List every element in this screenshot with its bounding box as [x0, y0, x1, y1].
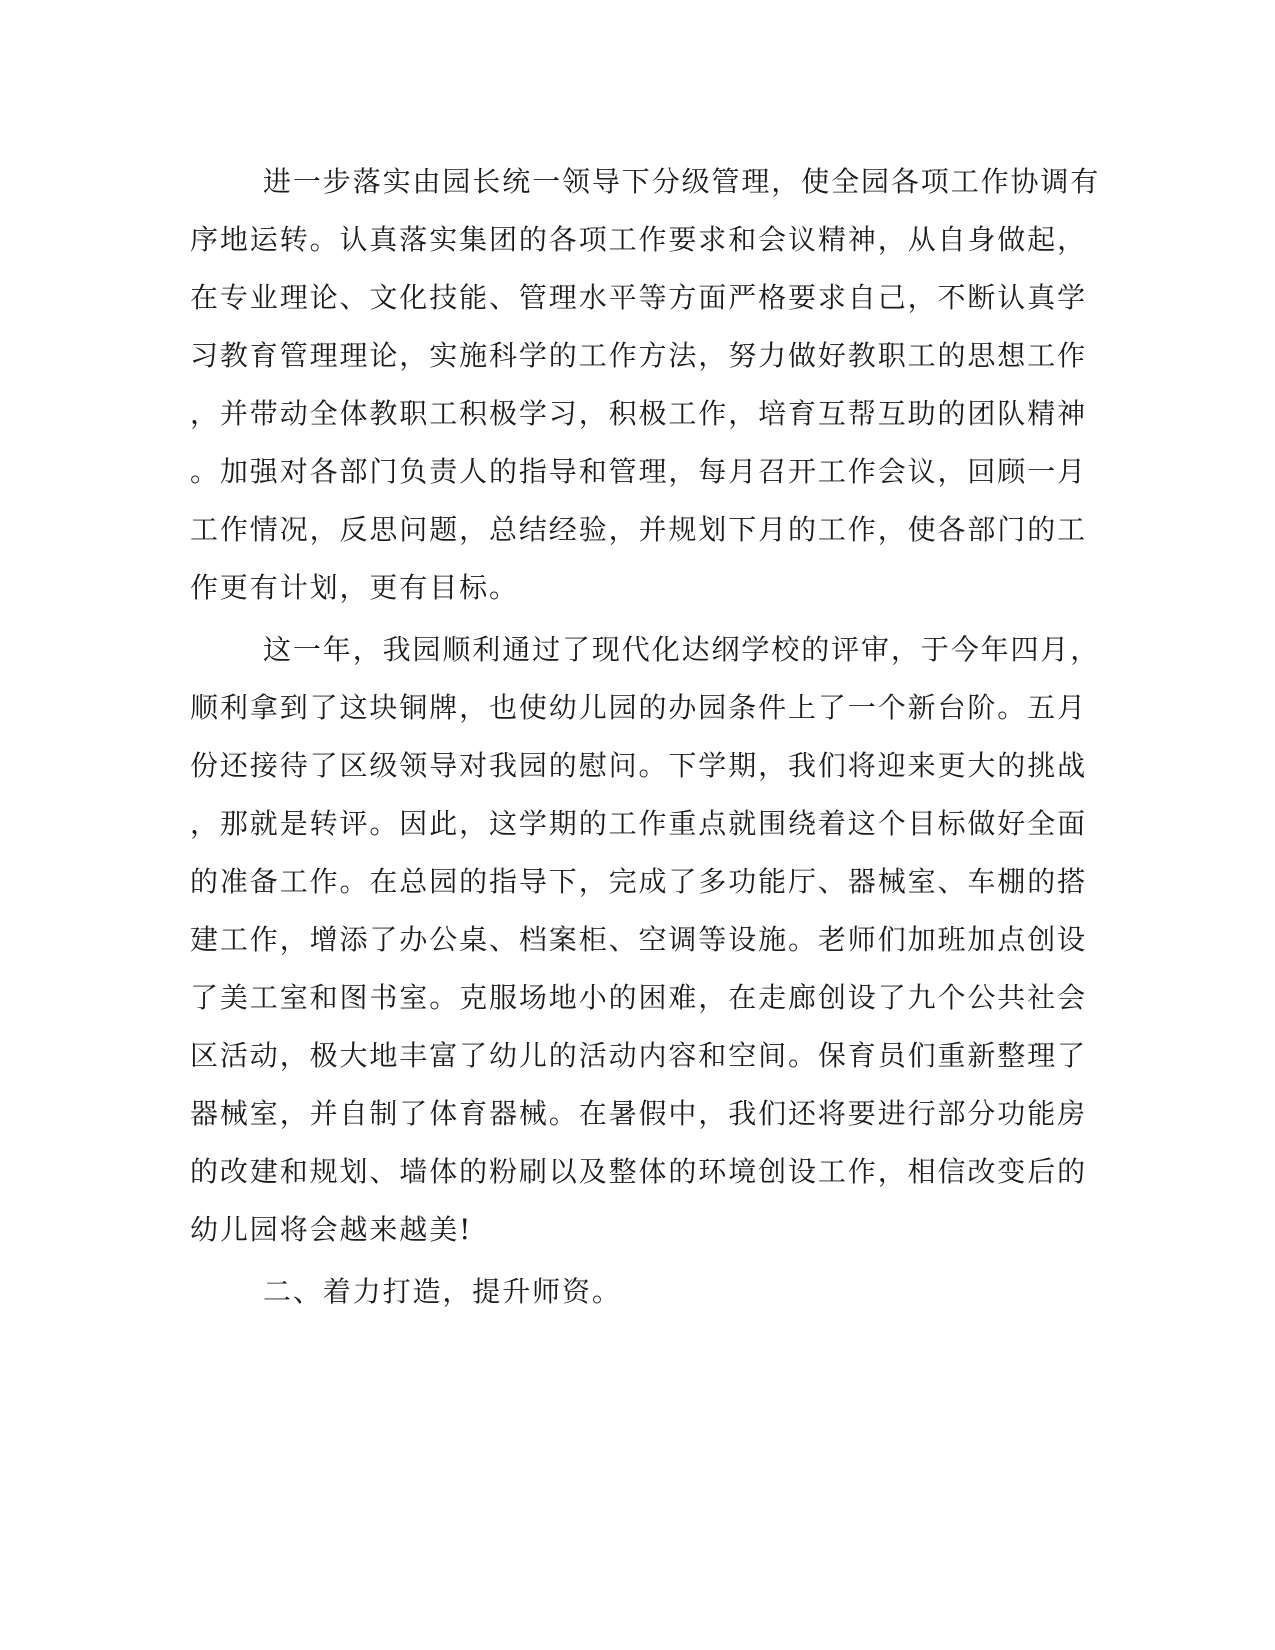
paragraph-2-line-2: 顺利拿到了这块铜牌，也使幼儿园的办园条件上了一个新台阶。五月 — [190, 691, 1088, 724]
section-heading: 二、着力打造，提升师资。 — [263, 1275, 622, 1308]
paragraph-2-line-3: 份还接待了区级领导对我园的慰问。下学期，我们将迎来更大的挑战 — [190, 749, 1088, 782]
paragraph-2-line-1: 这一年，我园顺利通过了现代化达纲学校的评审，于今年四月， — [263, 633, 1101, 666]
paragraph-2-line-9: 器械室，并自制了体育器械。在暑假中，我们还将要进行部分功能房 — [190, 1097, 1088, 1130]
paragraph-1-line-3: 在专业理论、文化技能、管理水平等方面严格要求自己，不断认真学 — [190, 281, 1088, 314]
paragraph-2-line-11: 幼儿园将会越来越美! — [190, 1213, 473, 1246]
paragraph-2-line-8: 区活动，极大地丰富了幼儿的活动内容和空间。保育员们重新整理了 — [190, 1039, 1088, 1072]
paragraph-2-line-5: 的准备工作。在总园的指导下，完成了多功能厅、器械室、车棚的搭 — [190, 865, 1088, 898]
paragraph-1-line-8: 作更有计划，更有目标。 — [190, 571, 519, 604]
paragraph-1-line-5: ，并带动全体教职工积极学习，积极工作，培育互帮互助的团队精神 — [190, 397, 1088, 430]
paragraph-2-line-6: 建工作，增添了办公桌、档案柜、空调等设施。老师们加班加点创设 — [190, 923, 1088, 956]
paragraph-2-line-10: 的改建和规划、墙体的粉刷以及整体的环境创设工作，相信改变后的 — [190, 1155, 1088, 1188]
paragraph-1-line-1: 进一步落实由园长统一领导下分级管理，使全园各项工作协调有 — [263, 165, 1101, 198]
paragraph-1-line-4: 习教育管理理论，实施科学的工作方法，努力做好教职工的思想工作 — [190, 339, 1088, 372]
paragraph-1-line-7: 工作情况，反思问题，总结经验，并规划下月的工作，使各部门的工 — [190, 513, 1088, 546]
paragraph-1-line-2: 序地运转。认真落实集团的各项工作要求和会议精神，从自身做起， — [190, 223, 1088, 256]
paragraph-2-line-4: ，那就是转评。因此，这学期的工作重点就围绕着这个目标做好全面 — [190, 807, 1088, 840]
paragraph-2-line-7: 了美工室和图书室。克服场地小的困难，在走廊创设了九个公共社会 — [190, 981, 1088, 1014]
paragraph-1-line-6: 。加强对各部门负责人的指导和管理，每月召开工作会议，回顾一月 — [190, 455, 1088, 488]
